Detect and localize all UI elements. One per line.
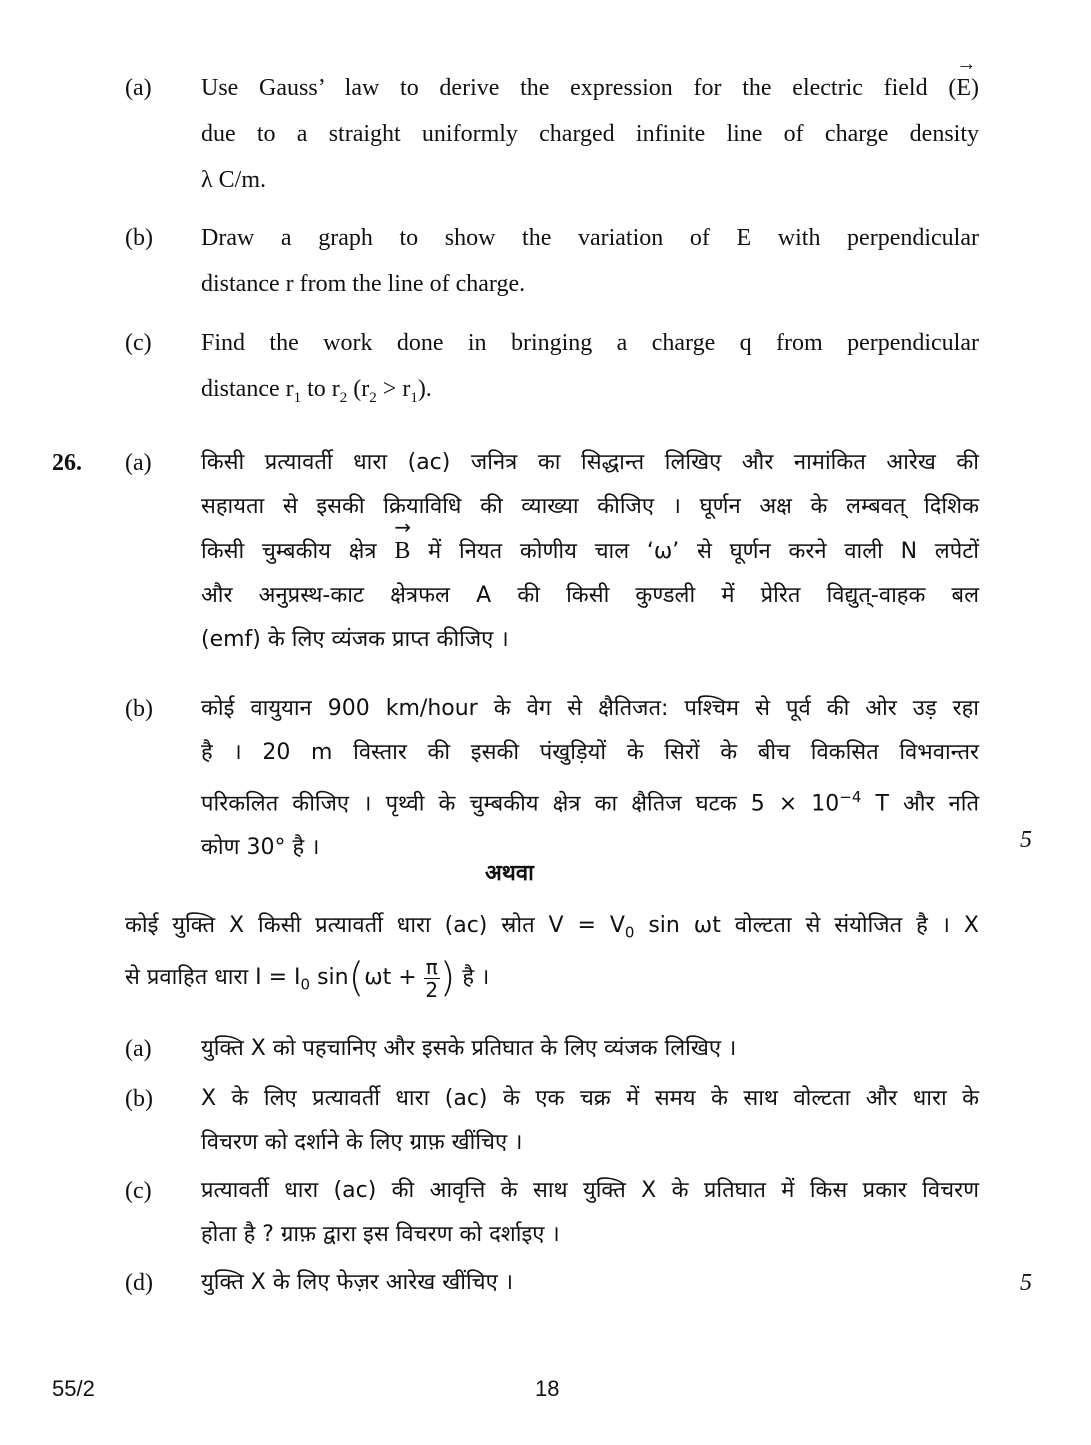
alt-c-label: (c) bbox=[125, 1178, 152, 1204]
q26-a-line1: किसी प्रत्यावर्ती धारा (ac) जनित्र का सिद्धान्त लिखिए और नामांकित आरेख की bbox=[201, 450, 979, 475]
q26-b-line2: है । 20 m विस्तार की इसकी पंखुड़ियों के सिरों के बीच विकसित विभवान्तर bbox=[201, 740, 979, 765]
q25-a-line1: Use Gauss’ law to derive the expression for the electric field ( bbox=[201, 75, 957, 101]
q25-c-line1: Find the work done in bringing a charge q from perpendicular bbox=[201, 330, 979, 356]
q26-b-line3: परिकलित कीजिए । पृथ्वी के चुम्बकीय क्षेत्र का क्षैतिज घटक $5 \times 10^{-4}$ T और नति bbox=[201, 788, 979, 817]
alt-c-text bbox=[201, 1169, 979, 1257]
marks-label: 5 bbox=[1020, 1270, 1032, 1296]
paper-code: 55/2 bbox=[52, 1376, 95, 1401]
magnetic-field-vector: → B bbox=[394, 529, 410, 574]
pi-over-two-fraction: $\frac{\pi}{2}$ bbox=[425, 954, 439, 1002]
electric-field-vector: → E bbox=[956, 65, 971, 111]
q25-b-label: (b) bbox=[125, 225, 153, 251]
q25-a-line2: due to a straight uniformly charged infinite line of charge density bbox=[201, 121, 979, 147]
q26-a-line4: और अनुप्रस्थ-काट क्षेत्रफल A की किसी कुण्डली में प्रेरित विद्युत्-वाहक बल bbox=[201, 583, 979, 608]
alt-line2: से प्रवाहित धारा $I = I_0$ sin(ωt + $\frac{\pi}{2}$ ) है । bbox=[125, 954, 490, 1002]
q25-a-line3: λ C/m. bbox=[201, 167, 266, 193]
q25-b-text bbox=[201, 215, 979, 307]
or-heading: अथवा bbox=[485, 861, 534, 886]
alt-a-label: (a) bbox=[125, 1036, 152, 1062]
q26-a-text bbox=[201, 441, 979, 662]
page-number: 18 bbox=[535, 1376, 560, 1401]
q25-b-line2: distance r from the line of charge. bbox=[201, 271, 526, 297]
q26-a-line2: सहायता से इसकी क्रियाविधि की व्याख्या कीजिए । घूर्णन अक्ष के लम्बवत् दिशिक bbox=[201, 494, 979, 519]
q25-c-label: (c) bbox=[125, 330, 152, 356]
alt-line1: कोई युक्ति X किसी प्रत्यावर्ती धारा (ac) स्रोत $V = V_0$ sin ωt वोल्टता से संयोजित है । X bbox=[125, 913, 979, 942]
q25-c-text bbox=[201, 320, 979, 421]
marks-label: 5 bbox=[1020, 827, 1032, 853]
alt-c-line1: प्रत्यावर्ती धारा (ac) की आवृत्ति के साथ युक्ति X के प्रतिघात में किस प्रकार विचरण bbox=[201, 1178, 979, 1203]
question-number: 26. bbox=[52, 450, 82, 476]
q26-a-label: (a) bbox=[125, 450, 152, 476]
alt-c-line2: होता है ? ग्राफ़ द्वारा इस विचरण को दर्शाइए । bbox=[201, 1222, 560, 1247]
q26-b-label: (b) bbox=[125, 696, 153, 722]
alt-b-line2: विचरण को दर्शाने के लिए ग्राफ़ खींचिए । bbox=[201, 1130, 523, 1155]
alt-b-line1: X के लिए प्रत्यावर्ती धारा (ac) के एक चक्र में समय के साथ वोल्टता और धारा के bbox=[201, 1086, 979, 1111]
alt-d-text: युक्ति X के लिए फेज़र आरेख खींचिए । bbox=[201, 1270, 514, 1295]
q25-b-line1: Draw a graph to show the variation of E with perpendicular bbox=[201, 225, 979, 251]
q26-b-line1: कोई वायुयान 900 km/hour के वेग से क्षैतिजत: पश्चिम से पूर्व की ओर उड़ रहा bbox=[201, 696, 979, 721]
q26-a-line3: किसी चुम्बकीय क्षेत्र → B में नियत कोणीय चाल ‘ω’ से घूर्णन करने वाली N लपेटों bbox=[201, 529, 979, 574]
vector-arrow-icon: → bbox=[956, 53, 977, 75]
q25-a-text: Use Gauss’ law to derive the expression for the electric field ( → E) due to a straight uniformly charged infinite line of charge density λ C/m. bbox=[201, 65, 979, 203]
alt-a-text: युक्ति X को पहचानिए और इसके प्रतिघात के लिए व्यंजक लिखिए । bbox=[201, 1036, 737, 1061]
q26-b-line4: कोण 30° है । bbox=[201, 835, 320, 861]
q25-c-line2: distance $r_1$ to $r_2$ $(r_2 > r_1)$. bbox=[201, 376, 432, 406]
alt-d-label: (d) bbox=[125, 1270, 153, 1296]
alt-b-label: (b) bbox=[125, 1086, 153, 1112]
q26-b-text bbox=[201, 687, 979, 870]
q25-a-label: (a) bbox=[125, 75, 152, 101]
q26-a-line5: (emf) के लिए व्यंजक प्राप्त कीजिए । bbox=[201, 627, 509, 652]
vector-arrow-icon: → bbox=[394, 515, 412, 539]
alt-b-text bbox=[201, 1077, 979, 1165]
